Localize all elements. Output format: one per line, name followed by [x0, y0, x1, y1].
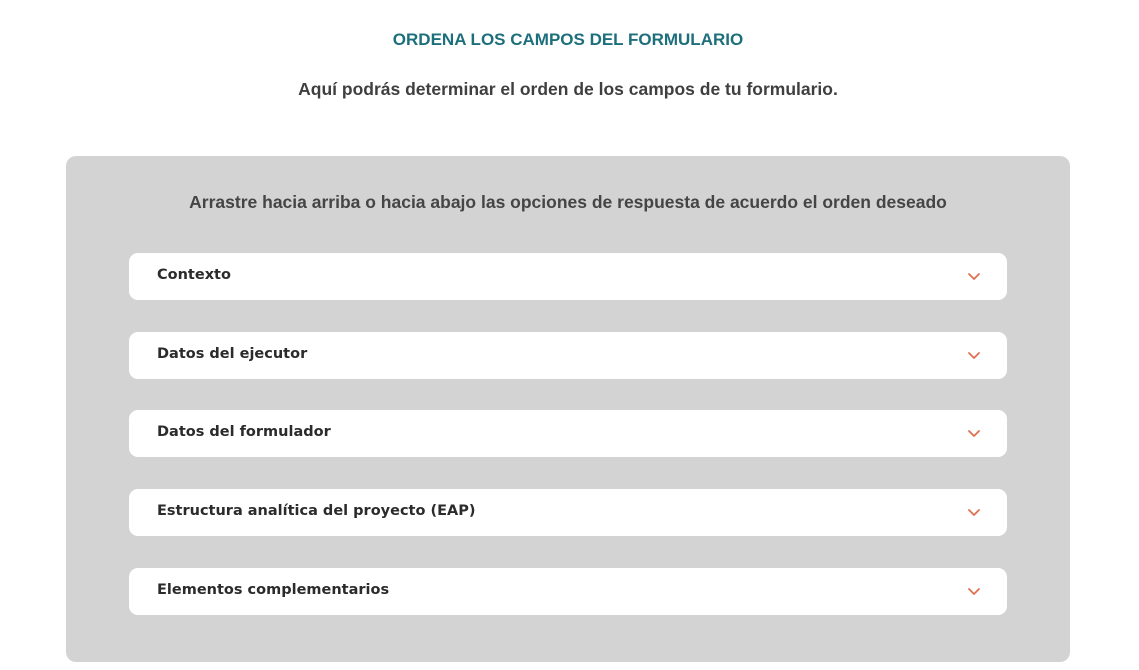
panel-instructions: Arrastre hacia arriba o hacia abajo las opciones de respuesta de acuerdo el orden deseado: [189, 192, 947, 212]
chevron-down-icon[interactable]: [967, 351, 981, 361]
chevron-down-icon[interactable]: [967, 587, 981, 597]
sortable-item-label: Elementos complementarios: [157, 582, 390, 598]
page-subtitle: Aquí podrás determinar el orden de los campos de tu formulario.: [298, 79, 838, 99]
sortable-item-datos-del-ejecutor[interactable]: [129, 332, 1007, 379]
sortable-item-label: Datos del formulador: [157, 424, 331, 440]
page-title: ORDENA LOS CAMPOS DEL FORMULARIO: [392, 30, 744, 49]
chevron-down-icon[interactable]: [967, 508, 981, 518]
sortable-item-label: Estructura analítica del proyecto (EAP): [157, 503, 476, 519]
chevron-down-icon[interactable]: [967, 429, 981, 439]
sortable-item-contexto[interactable]: [129, 253, 1007, 300]
sortable-fields-panel: [66, 156, 1070, 662]
sortable-item-label: Contexto: [157, 267, 231, 283]
sortable-item-label: Datos del ejecutor: [157, 346, 308, 362]
sortable-item-estructura-analitica[interactable]: [129, 489, 1007, 536]
chevron-down-icon[interactable]: [967, 272, 981, 282]
sortable-item-elementos-complementarios[interactable]: [129, 568, 1007, 615]
sortable-item-datos-del-formulador[interactable]: [129, 410, 1007, 457]
